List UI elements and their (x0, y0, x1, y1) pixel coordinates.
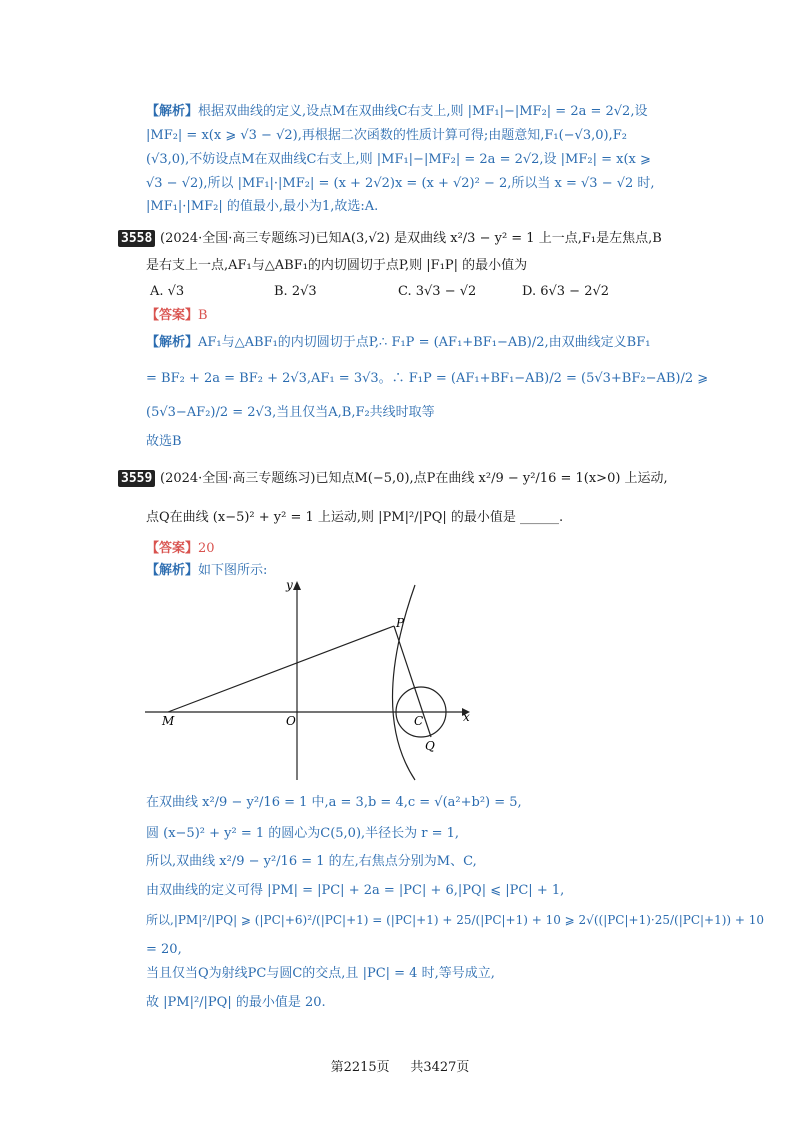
prev-analysis-line-4: √3 − √2),所以 |MF₁|·|MF₂| = (x + 2√2)x = (x + √2)² − 2,所以当 x = √3 − √2 时, (146, 176, 655, 191)
q3559-stem-line-1: (2024·全国·高三专题练习)已知点M(−5,0),点P在曲线 x²/9 − y²/16 = 1(x>0) 上运动, (160, 471, 668, 486)
option-d: D. 6√3 − 2√2 (522, 284, 610, 299)
option-b: B. 2√3 (274, 284, 317, 299)
prev-analysis-line-3: (√3,0),不妨设点M在双曲线C右支上,则 |MF₁|−|MF₂| = 2a = 2√2,设 |MF₂| = x(x ⩾ (146, 152, 651, 167)
label-c: C (414, 714, 424, 728)
analysis-tag: 【解析】 (146, 563, 199, 578)
page-number: 第2215页 (330, 1060, 390, 1075)
page-footer (0, 1056, 800, 1075)
option-c: C. 3√3 − √2 (398, 284, 477, 299)
answer-tag: 【答案】 (146, 541, 199, 556)
label-p: P (396, 616, 405, 630)
prev-analysis-line-1 (146, 104, 647, 120)
question-number-3559: 3559 (118, 470, 155, 487)
segment-mp (168, 626, 394, 712)
q3559-stem-line-2: 点Q在曲线 (x−5)² + y² = 1 上运动,则 |PM|²/|PQ| 的最小值是 ______. (146, 510, 564, 525)
segment-pq (394, 626, 431, 737)
question-number-3558: 3558 (118, 230, 155, 247)
prev-analysis-line-5: |MF₁|·|MF₂| 的值最小,最小为1,故选:A. (146, 199, 379, 214)
page-total: 共3427页 (410, 1060, 470, 1075)
q3558-answer (146, 308, 208, 324)
q3558-analysis-line-1 (146, 335, 650, 351)
prev-analysis-line-2: |MF₂| = x(x ⩾ √3 − √2),再根据二次函数的性质计算可得;由题意知,F₁(−√3,0),F₂ (146, 128, 627, 143)
q3558-analysis-line-2: = BF₂ + 2a = BF₂ + 2√3,AF₁ = 3√3。∴ F₁P = (AF₁+BF₁−AB)/2 = (5√3+BF₂−AB)/2 ⩾ (146, 371, 709, 386)
q3558-stem-line-2: 是右支上一点,AF₁与△ABF₁的内切圆切于点P,则 |F₁P| 的最小值为 (146, 258, 528, 273)
label-m: M (162, 714, 175, 728)
hyperbola-right-branch (393, 585, 416, 780)
label-q: Q (425, 739, 435, 753)
analysis-tag: 【解析】 (146, 104, 199, 119)
analysis-tag: 【解析】 (146, 335, 199, 350)
q3559-analysis-line-2: 圆 (x−5)² + y² = 1 的圆心为C(5,0),半径长为 r = 1, (146, 826, 460, 841)
text: AF₁与△ABF₁的内切圆切于点P,∴ F₁P = (AF₁+BF₁−AB)/2,由双曲线定义BF₁ (198, 335, 651, 350)
hyperbola-figure (140, 575, 480, 785)
label-o: O (286, 714, 296, 728)
q3559-analysis-line-6: = 20, (146, 942, 182, 957)
q3559-analysis-line-5: 所以,|PM|²/|PQ| ⩾ (|PC|+6)²/(|PC|+1) = (|PC|+1) + 25/(|PC|+1) + 10 ⩾ 2√((|PC|+1)·25/(|PC|+1)) + 10 (146, 913, 765, 927)
text: 如下图所示: (198, 563, 268, 578)
q3559-analysis-line-4: 由双曲线的定义可得 |PM| = |PC| + 2a = |PC| + 6,|PQ| ⩽ |PC| + 1, (146, 883, 565, 898)
q3558-analysis-line-4: 故选B (146, 434, 182, 449)
text: 根据双曲线的定义,设点M在双曲线C右支上,则 |MF₁|−|MF₂| = 2a = 2√2,设 (198, 104, 648, 119)
q3559-analysis-line-1: 在双曲线 x²/9 − y²/16 = 1 中,a = 3,b = 4,c = √(a²+b²) = 5, (146, 795, 522, 810)
option-a: A. √3 (150, 284, 185, 299)
q3559-analysis-line-3: 所以,双曲线 x²/9 − y²/16 = 1 的左,右焦点分别为M、C, (146, 854, 477, 869)
q3559-answer (146, 541, 215, 557)
label-y: y (286, 578, 293, 592)
label-x: x (463, 710, 470, 724)
answer-value: B (198, 308, 208, 323)
y-axis-arrow (293, 581, 301, 590)
q3559-analysis-line-8: 故 |PM|²/|PQ| 的最小值是 20. (146, 995, 326, 1010)
answer-value: 20 (198, 541, 215, 556)
q3558-options (150, 284, 646, 300)
answer-tag: 【答案】 (146, 308, 199, 323)
q3558-stem-line-1: (2024·全国·高三专题练习)已知A(3,√2) 是双曲线 x²/3 − y² = 1 上一点,F₁是左焦点,B (160, 231, 662, 246)
q3559-analysis-line-7: 当且仅当Q为射线PC与圆C的交点,且 |PC| = 4 时,等号成立, (146, 966, 495, 981)
q3558-analysis-line-3: (5√3−AF₂)/2 = 2√3,当且仅当A,B,F₂共线时取等 (146, 405, 435, 420)
